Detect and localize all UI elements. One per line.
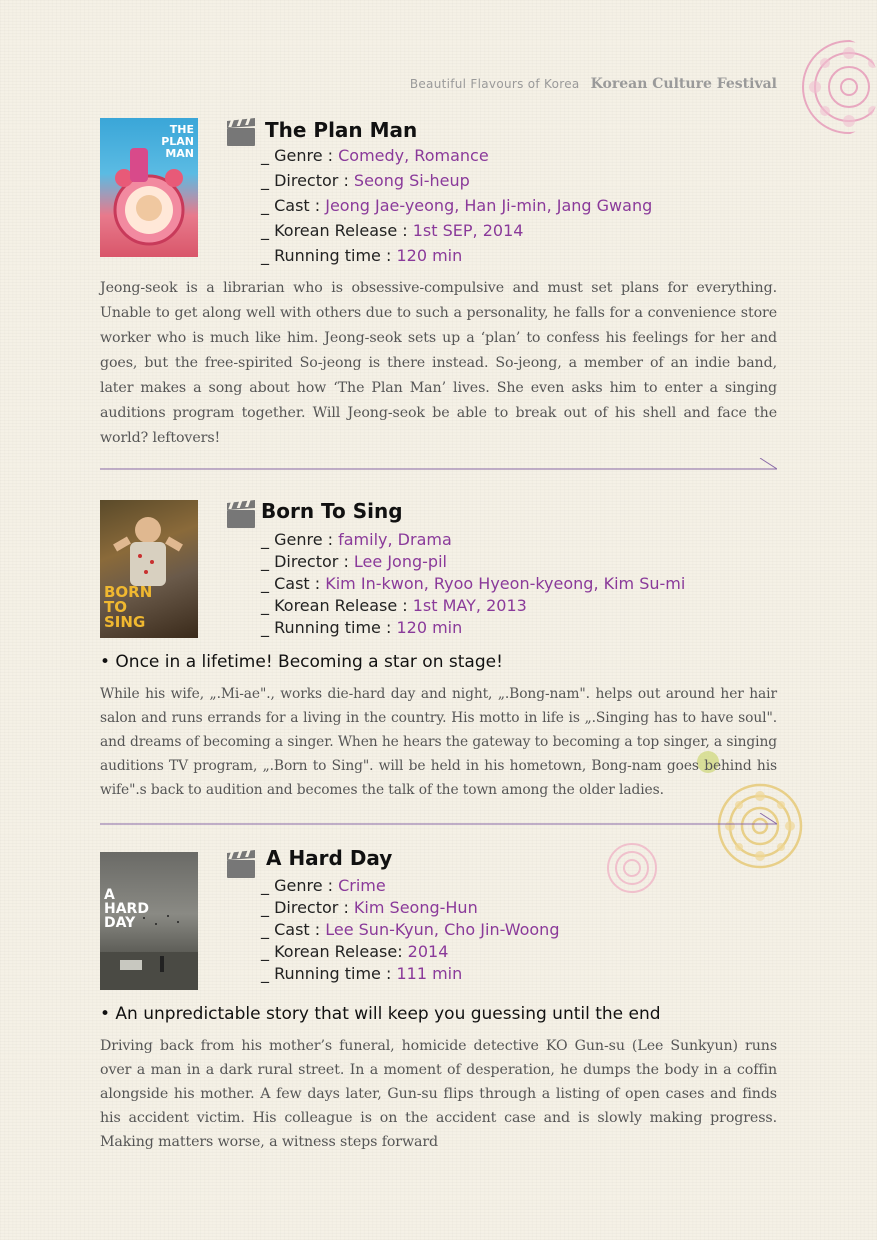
movie-poster-plan-man	[100, 118, 198, 257]
genre-value: Crime	[338, 876, 386, 895]
cast-value: Lee Sun-Kyun, Cho Jin-Woong	[325, 920, 560, 939]
release-value: 2014	[407, 942, 449, 961]
cast-row	[261, 573, 685, 595]
genre-row	[261, 875, 559, 897]
running-time-row	[261, 963, 559, 985]
movie-info-list	[261, 529, 685, 639]
director-row	[261, 168, 652, 193]
cast-value: Jeong Jae-yeong, Han Ji-min, Jang Gwang	[325, 196, 653, 215]
movie-info-list	[261, 143, 652, 268]
running-time-value: 120 min	[396, 246, 463, 265]
movie-title: A Hard Day	[266, 846, 393, 870]
director-value: Seong Si-heup	[353, 171, 470, 190]
clapperboard-icon	[225, 849, 257, 879]
director-value: Lee Jong-pil	[353, 552, 447, 571]
movie-tagline: • An unpredictable story that will keep you guessing until the end	[100, 1004, 661, 1024]
genre-value: family, Drama	[338, 530, 452, 549]
director-label: _ Director :	[261, 898, 354, 917]
running-time-label: _ Running time :	[261, 964, 397, 983]
movie-description: While his wife, „.Mi-ae"., works die-hard day and night, „.Bong-nam". helps out around her hair salon and runs errands for a living in the country. His motto in life is „.Singing has to have soul". and dreams of becoming a singer. When he hears the gateway to becoming a top singer, a singing auditions TV program, „.Born to Sing". will be held in his hometown, Bong-nam goes behind his wife".s back to audition and becomes the talk of the town among the older ladies.	[100, 686, 777, 798]
cast-label: _ Cast :	[261, 196, 326, 215]
director-value: Kim Seong-Hun	[353, 898, 478, 917]
cast-value: Kim In-kwon, Ryoo Hyeon-kyeong, Kim Su-mi	[325, 574, 686, 593]
section-divider	[100, 458, 777, 470]
genre-label: _ Genre :	[261, 876, 339, 895]
release-value: 1st SEP, 2014	[412, 221, 524, 240]
movie-description: Jeong-seok is a librarian who is obsessive-compulsive and must set plans for everything. Unable to get along well with others due to such a personality, he falls for a convenience store worker who is much like him. Jeong-seok sets up a ‘plan’ to confess his feelings for her and goes, but the free-spirited So-jeong is there instead. So-jeong, a member of an indie band, later makes a song about how ‘The Plan Man’ lives. She even asks him to enter a singing auditions program together. Will Jeong-seok be able to break out of his shell and face the world? leftovers!	[100, 280, 777, 446]
movie-poster-a-hard-day	[100, 852, 198, 990]
poster-title: THE PLAN MAN	[161, 123, 194, 160]
movie-description: Driving back from his mother’s funeral, homicide detective KO Gun-su (Lee Sunkyun) runs over a man in a dark rural street. In a moment of desperation, he dumps the body in a coffin alongside his mother. A few days later, Gun-su flips through a listing of open cases and finds his accident victim. His colleague is on the accident case and is slowly making progress. Making matters worse, a witness steps forward	[100, 1038, 777, 1150]
director-label: _ Director :	[261, 171, 354, 190]
release-value: 1st MAY, 2013	[412, 596, 527, 615]
release-label: _ Korean Release :	[261, 221, 413, 240]
movie-poster-born-to-sing	[100, 500, 198, 638]
running-time-label: _ Running time :	[261, 618, 397, 637]
director-label: _ Director :	[261, 552, 354, 571]
genre-label: _ Genre :	[261, 530, 339, 549]
cast-label: _ Cast :	[261, 920, 326, 939]
director-row	[261, 551, 685, 573]
cast-row	[261, 919, 559, 941]
release-label: _ Korean Release :	[261, 596, 413, 615]
cast-row	[261, 193, 652, 218]
movie-title: The Plan Man	[265, 118, 418, 142]
running-time-row	[261, 243, 652, 268]
release-row	[261, 941, 559, 963]
release-label: _ Korean Release:	[261, 942, 408, 961]
genre-row	[261, 143, 652, 168]
release-row	[261, 595, 685, 617]
movie-title: Born To Sing	[261, 499, 403, 523]
flower-ornament-icon	[799, 38, 877, 136]
section-divider	[100, 813, 777, 825]
running-time-value: 120 min	[396, 618, 463, 637]
poster-title: BORN TO SING	[104, 583, 153, 631]
running-time-row	[261, 617, 685, 639]
clapperboard-icon	[225, 499, 257, 529]
clapperboard-icon	[225, 117, 257, 147]
poster-title: A HARD DAY	[104, 887, 149, 931]
header-title: Korean Culture Festival	[590, 76, 777, 92]
director-row	[261, 897, 559, 919]
flower-ornament-icon	[606, 842, 658, 894]
movie-tagline: • Once in a lifetime! Becoming a star on stage!	[100, 652, 503, 672]
cast-label: _ Cast :	[261, 574, 326, 593]
release-row	[261, 218, 652, 243]
genre-value: Comedy, Romance	[338, 146, 489, 165]
genre-row	[261, 529, 685, 551]
header-subtitle: Beautiful Flavours of Korea	[409, 77, 580, 91]
running-time-label: _ Running time :	[261, 246, 397, 265]
movie-info-list	[261, 875, 559, 985]
genre-label: _ Genre :	[261, 146, 339, 165]
running-time-value: 111 min	[396, 964, 463, 983]
page-header	[410, 73, 777, 92]
